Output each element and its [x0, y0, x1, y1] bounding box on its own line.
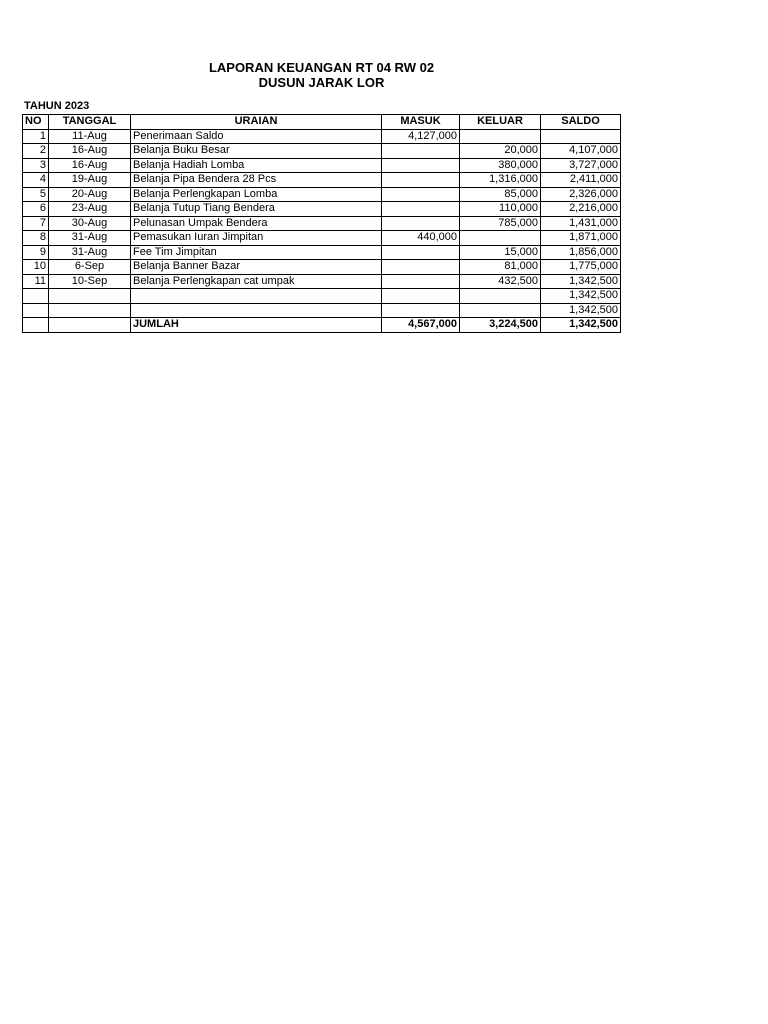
- cell-date: 10-Sep: [49, 274, 131, 289]
- cell-expense: 432,500: [460, 274, 541, 289]
- cell-description: Penerimaan Saldo: [131, 129, 382, 144]
- cell-description: Pemasukan Iuran Jimpitan: [131, 231, 382, 246]
- cell-description: Belanja Perlengkapan cat umpak: [131, 274, 382, 289]
- cell-no: 5: [23, 187, 49, 202]
- cell-description: Pelunasan Umpak Bendera: [131, 216, 382, 231]
- cell-expense: 380,000: [460, 158, 541, 173]
- cell-no: 11: [23, 274, 49, 289]
- total-label: JUMLAH: [131, 318, 382, 333]
- cell-date: 31-Aug: [49, 245, 131, 260]
- cell-no: 2: [23, 144, 49, 159]
- table-row: [23, 187, 621, 202]
- table-row: [23, 260, 621, 275]
- cell-expense: 15,000: [460, 245, 541, 260]
- cell-date: 16-Aug: [49, 144, 131, 159]
- cell-balance: 2,326,000: [541, 187, 621, 202]
- cell-description: [131, 289, 382, 304]
- cell-balance: 1,342,500: [541, 303, 621, 318]
- cell-no: 7: [23, 216, 49, 231]
- cell-description: Belanja Buku Besar: [131, 144, 382, 159]
- table-row: [23, 173, 621, 188]
- cell-description: Belanja Pipa Bendera 28 Pcs: [131, 173, 382, 188]
- total-row: [23, 318, 621, 333]
- cell-expense: [460, 289, 541, 304]
- cell-balance: 2,216,000: [541, 202, 621, 217]
- total-cell-date: [49, 318, 131, 333]
- cell-no: 8: [23, 231, 49, 246]
- table-row: [23, 245, 621, 260]
- ledger-table: [22, 114, 621, 333]
- cell-date: [49, 289, 131, 304]
- cell-date: 11-Aug: [49, 129, 131, 144]
- table-row: [23, 303, 621, 318]
- cell-income: 440,000: [382, 231, 460, 246]
- cell-date: 31-Aug: [49, 231, 131, 246]
- cell-expense: [460, 303, 541, 318]
- cell-balance: 1,775,000: [541, 260, 621, 275]
- cell-date: 20-Aug: [49, 187, 131, 202]
- cell-expense: 785,000: [460, 216, 541, 231]
- report-title: LAPORAN KEUANGAN RT 04 RW 02: [208, 60, 435, 75]
- cell-expense: 85,000: [460, 187, 541, 202]
- table-row: [23, 289, 621, 304]
- total-expense: 3,224,500: [460, 318, 541, 333]
- cell-no: 3: [23, 158, 49, 173]
- total-income: 4,567,000: [382, 318, 460, 333]
- total-balance: 1,342,500: [541, 318, 621, 333]
- cell-date: 6-Sep: [49, 260, 131, 275]
- cell-description: Belanja Perlengkapan Lomba: [131, 187, 382, 202]
- table-row: [23, 129, 621, 144]
- table-row: [23, 231, 621, 246]
- cell-income: [382, 202, 460, 217]
- total-cell-no: [23, 318, 49, 333]
- ledger-body: [23, 129, 621, 332]
- cell-no: 4: [23, 173, 49, 188]
- cell-date: 16-Aug: [49, 158, 131, 173]
- cell-expense: 110,000: [460, 202, 541, 217]
- cell-balance: 1,431,000: [541, 216, 621, 231]
- cell-expense: [460, 129, 541, 144]
- cell-no: 6: [23, 202, 49, 217]
- cell-income: [382, 187, 460, 202]
- cell-balance: [541, 129, 621, 144]
- cell-balance: 1,856,000: [541, 245, 621, 260]
- cell-no: [23, 303, 49, 318]
- cell-expense: [460, 231, 541, 246]
- cell-balance: 2,411,000: [541, 173, 621, 188]
- cell-income: [382, 303, 460, 318]
- cell-expense: 1,316,000: [460, 173, 541, 188]
- cell-description: Belanja Hadiah Lomba: [131, 158, 382, 173]
- cell-income: [382, 245, 460, 260]
- cell-date: 19-Aug: [49, 173, 131, 188]
- table-header-row: [23, 115, 621, 130]
- cell-income: [382, 158, 460, 173]
- cell-income: [382, 144, 460, 159]
- cell-description: Belanja Tutup Tiang Bendera: [131, 202, 382, 217]
- cell-expense: 20,000: [460, 144, 541, 159]
- column-header-income: MASUK: [382, 115, 460, 130]
- cell-balance: 1,871,000: [541, 231, 621, 246]
- column-header-no: NO: [23, 115, 49, 130]
- cell-description: Belanja Banner Bazar: [131, 260, 382, 275]
- cell-date: 30-Aug: [49, 216, 131, 231]
- table-row: [23, 144, 621, 159]
- cell-balance: 1,342,500: [541, 289, 621, 304]
- cell-income: [382, 173, 460, 188]
- cell-date: [49, 303, 131, 318]
- cell-date: 23-Aug: [49, 202, 131, 217]
- cell-balance: 1,342,500: [541, 274, 621, 289]
- cell-no: 9: [23, 245, 49, 260]
- cell-description: [131, 303, 382, 318]
- cell-expense: 81,000: [460, 260, 541, 275]
- cell-income: [382, 216, 460, 231]
- cell-description: Fee Tim Jimpitan: [131, 245, 382, 260]
- cell-income: [382, 274, 460, 289]
- column-header-expense: KELUAR: [460, 115, 541, 130]
- table-row: [23, 216, 621, 231]
- cell-balance: 4,107,000: [541, 144, 621, 159]
- cell-income: [382, 289, 460, 304]
- cell-no: 1: [23, 129, 49, 144]
- column-header-balance: SALDO: [541, 115, 621, 130]
- table-row: [23, 274, 621, 289]
- table-row: [23, 202, 621, 217]
- report-subtitle: DUSUN JARAK LOR: [258, 75, 385, 90]
- cell-no: 10: [23, 260, 49, 275]
- cell-income: [382, 260, 460, 275]
- cell-no: [23, 289, 49, 304]
- column-header-date: TANGGAL: [49, 115, 131, 130]
- cell-balance: 3,727,000: [541, 158, 621, 173]
- table-row: [23, 158, 621, 173]
- column-header-description: URAIAN: [131, 115, 382, 130]
- cell-income: 4,127,000: [382, 129, 460, 144]
- year-label: TAHUN 2023: [24, 100, 90, 112]
